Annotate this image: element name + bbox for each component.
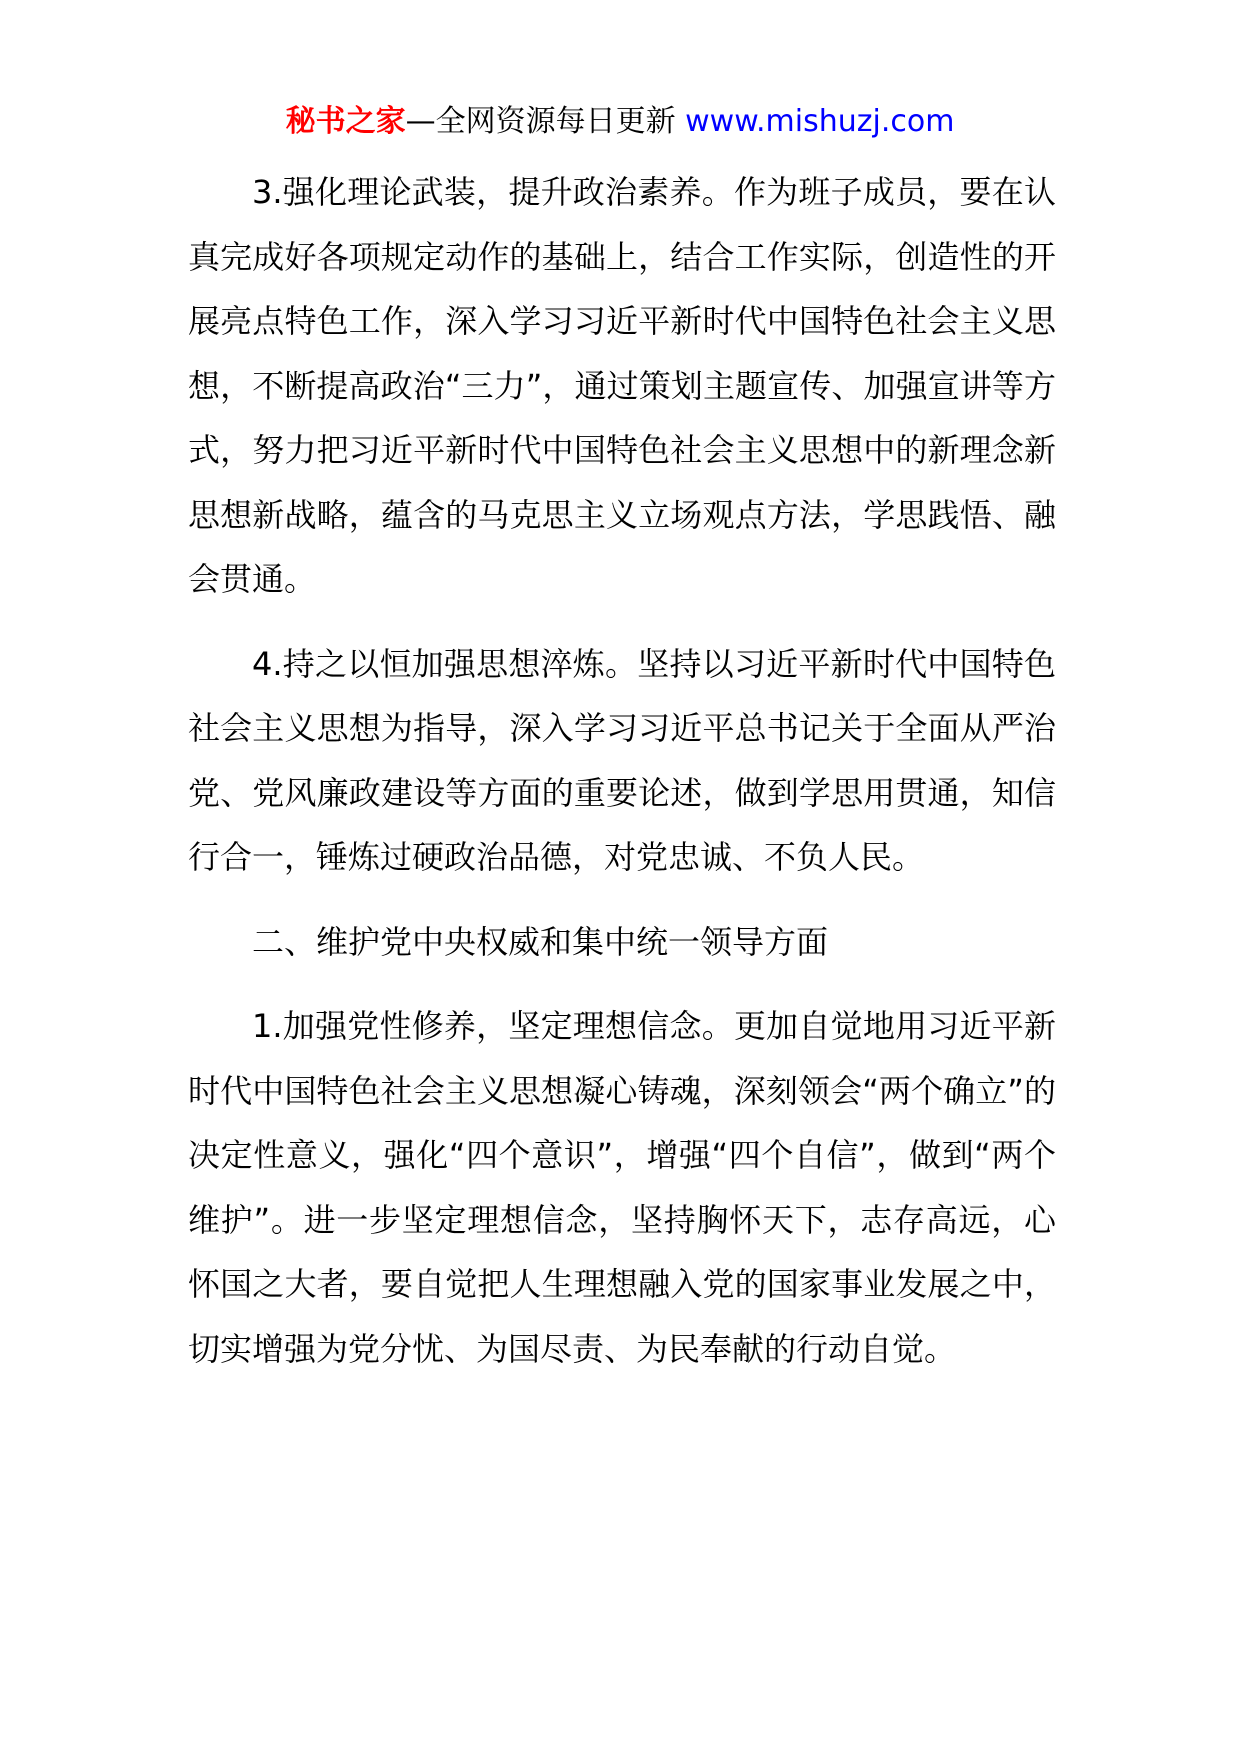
section-heading: 二、维护党中央权威和集中统一领导方面 xyxy=(252,922,829,961)
website-link[interactable]: www.mishuzj.com xyxy=(685,104,955,139)
brand-name: 秘书之家 xyxy=(285,104,406,139)
paragraph-4-thought: 4.持之以恒加强思想淬炼。坚持以习近平新时代中国特色社会主义思想为指导，深入学习习近平总书记关于全面从严治党、党风廉政建设等方面的重要论述，做到学思用贯通，知信行合一，锤炼过硬政治品德，对党忠诚、不负人民。 xyxy=(188,644,1056,876)
document-body xyxy=(188,160,1056,1401)
paragraph-3-theory: 3.强化理论武装，提升政治素养。作为班子成员，要在认真完成好各项规定动作的基础上，结合工作实际，创造性的开展亮点特色工作，深入学习习近平新时代中国特色社会主义思想，不断提高政治“三力”，通过策划主题宣传、加强宣讲等方式，努力把习近平新时代中国特色社会主义思想中的新理念新思想新战略，蕴含的马克思主义立场观点方法，学思践悟、融会贯通。 xyxy=(188,173,1056,598)
page-header xyxy=(0,102,1240,142)
header-slogan: —全网资源每日更新 xyxy=(405,104,686,139)
paragraph-1-party-spirit: 1.加强党性修养，坚定理想信念。更加自觉地用习近平新时代中国特色社会主义思想凝心铸魂，深刻领会“两个确立”的决定性意义，强化“四个意识”，增强“四个自信”，做到“两个维护”。进一步坚定理想信念，坚持胸怀天下，志存高远，心怀国之大者，要自觉把人生理想融入党的国家事业发展之中，切实增强为党分忧、为国尽责、为民奉献的行动自觉。 xyxy=(188,1007,1056,1368)
